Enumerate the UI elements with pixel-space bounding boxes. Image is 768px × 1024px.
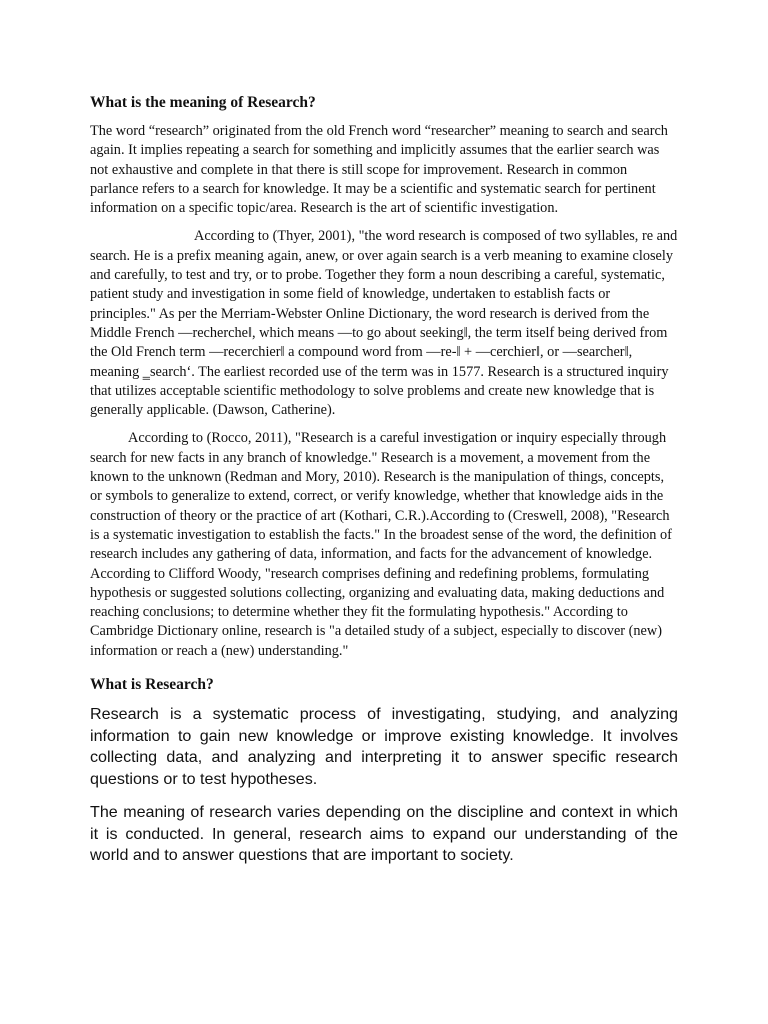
section-heading-meaning-of-research: What is the meaning of Research? (90, 94, 316, 111)
paragraph-rocco-definition: According to (Rocco, 2011), "Research is a careful investigation or inquiry especially through search for new facts in any branch of knowledge." Research is a movement, a movement from the known to the unknown (Redman and Mory, 2010). Research is the manipulation of things, concepts, or symbols to generalize to extend, correct, or verify knowledge, whether that knowledge aids in the construction of theory or the practice of art (Kothari, C.R.).According to (Creswell, 2008), "Research is a systematic investigation to establish the facts." In the broadest sense of the word, the definition of research includes any gathering of data, information, and facts for the advancement of knowledge. According to Clifford Woody, "research comprises defining and redefining problems, formulating hypothesis or suggested solutions collecting, organizing and evaluating data, making deductions and reaching conclusions; to determine whether they fit the formulating hypothesis." According to Cambridge Dictionary online, research is "a detailed study of a subject, especially to discover (new) information or reach a (new) understanding." (90, 430, 672, 659)
paragraph-thyer-definition: According to (Thyer, 2001), "the word research is composed of two syllables, re and search. He is a prefix meaning again, anew, or over again search is a verb meaning to examine closely and carefully, to test and try, or to probe. Together they form a noun describing a careful, systematic, patient study and investigation in some field of knowledge, undertaken to establish facts or principles." As per the Merriam-Webster Online Dictionary, the word research is derived from the Middle French —recherche‖, which means —to go about seeking‖, the term itself being derived from the Old French term —recerchier‖ a compound word from —re-‖ + —cerchier‖, or —searcher‖, meaning ‗search‘. The earliest recorded use of the term was in 1577. Research is a structured inquiry that utilizes acceptable scientific methodology to solve problems and create new knowledge that is generally applicable. (Dawson, Catherine). (90, 228, 678, 419)
paragraph-word-origin: The word “research” originated from the old French word “researcher” meaning to search and search again. It implies repeating a search for something and implicitly assumes that the earlier search was not exhaustive and complete in that there is still scope for improvement. Research in common parlance refers to a search for knowledge. It may be a scientific and systematic search for pertinent information on a specific topic/area. Research is the art of scientific investigation. (90, 123, 668, 217)
document-body (90, 92, 678, 879)
paragraph-meaning-varies: The meaning of research varies depending on the discipline and context in which it is conducted. In general, research aims to expand our understanding of the world and to answer questions that are important to society. (90, 803, 678, 865)
section-heading-what-is-research: What is Research? (90, 676, 214, 694)
paragraph-systematic-process: Research is a systematic process of investigating, studying, and analyzing information to gain new knowledge or improve existing knowledge. It involves collecting data, and analyzing and interpreting it to answer specific research questions or to test hypotheses. (90, 705, 678, 788)
